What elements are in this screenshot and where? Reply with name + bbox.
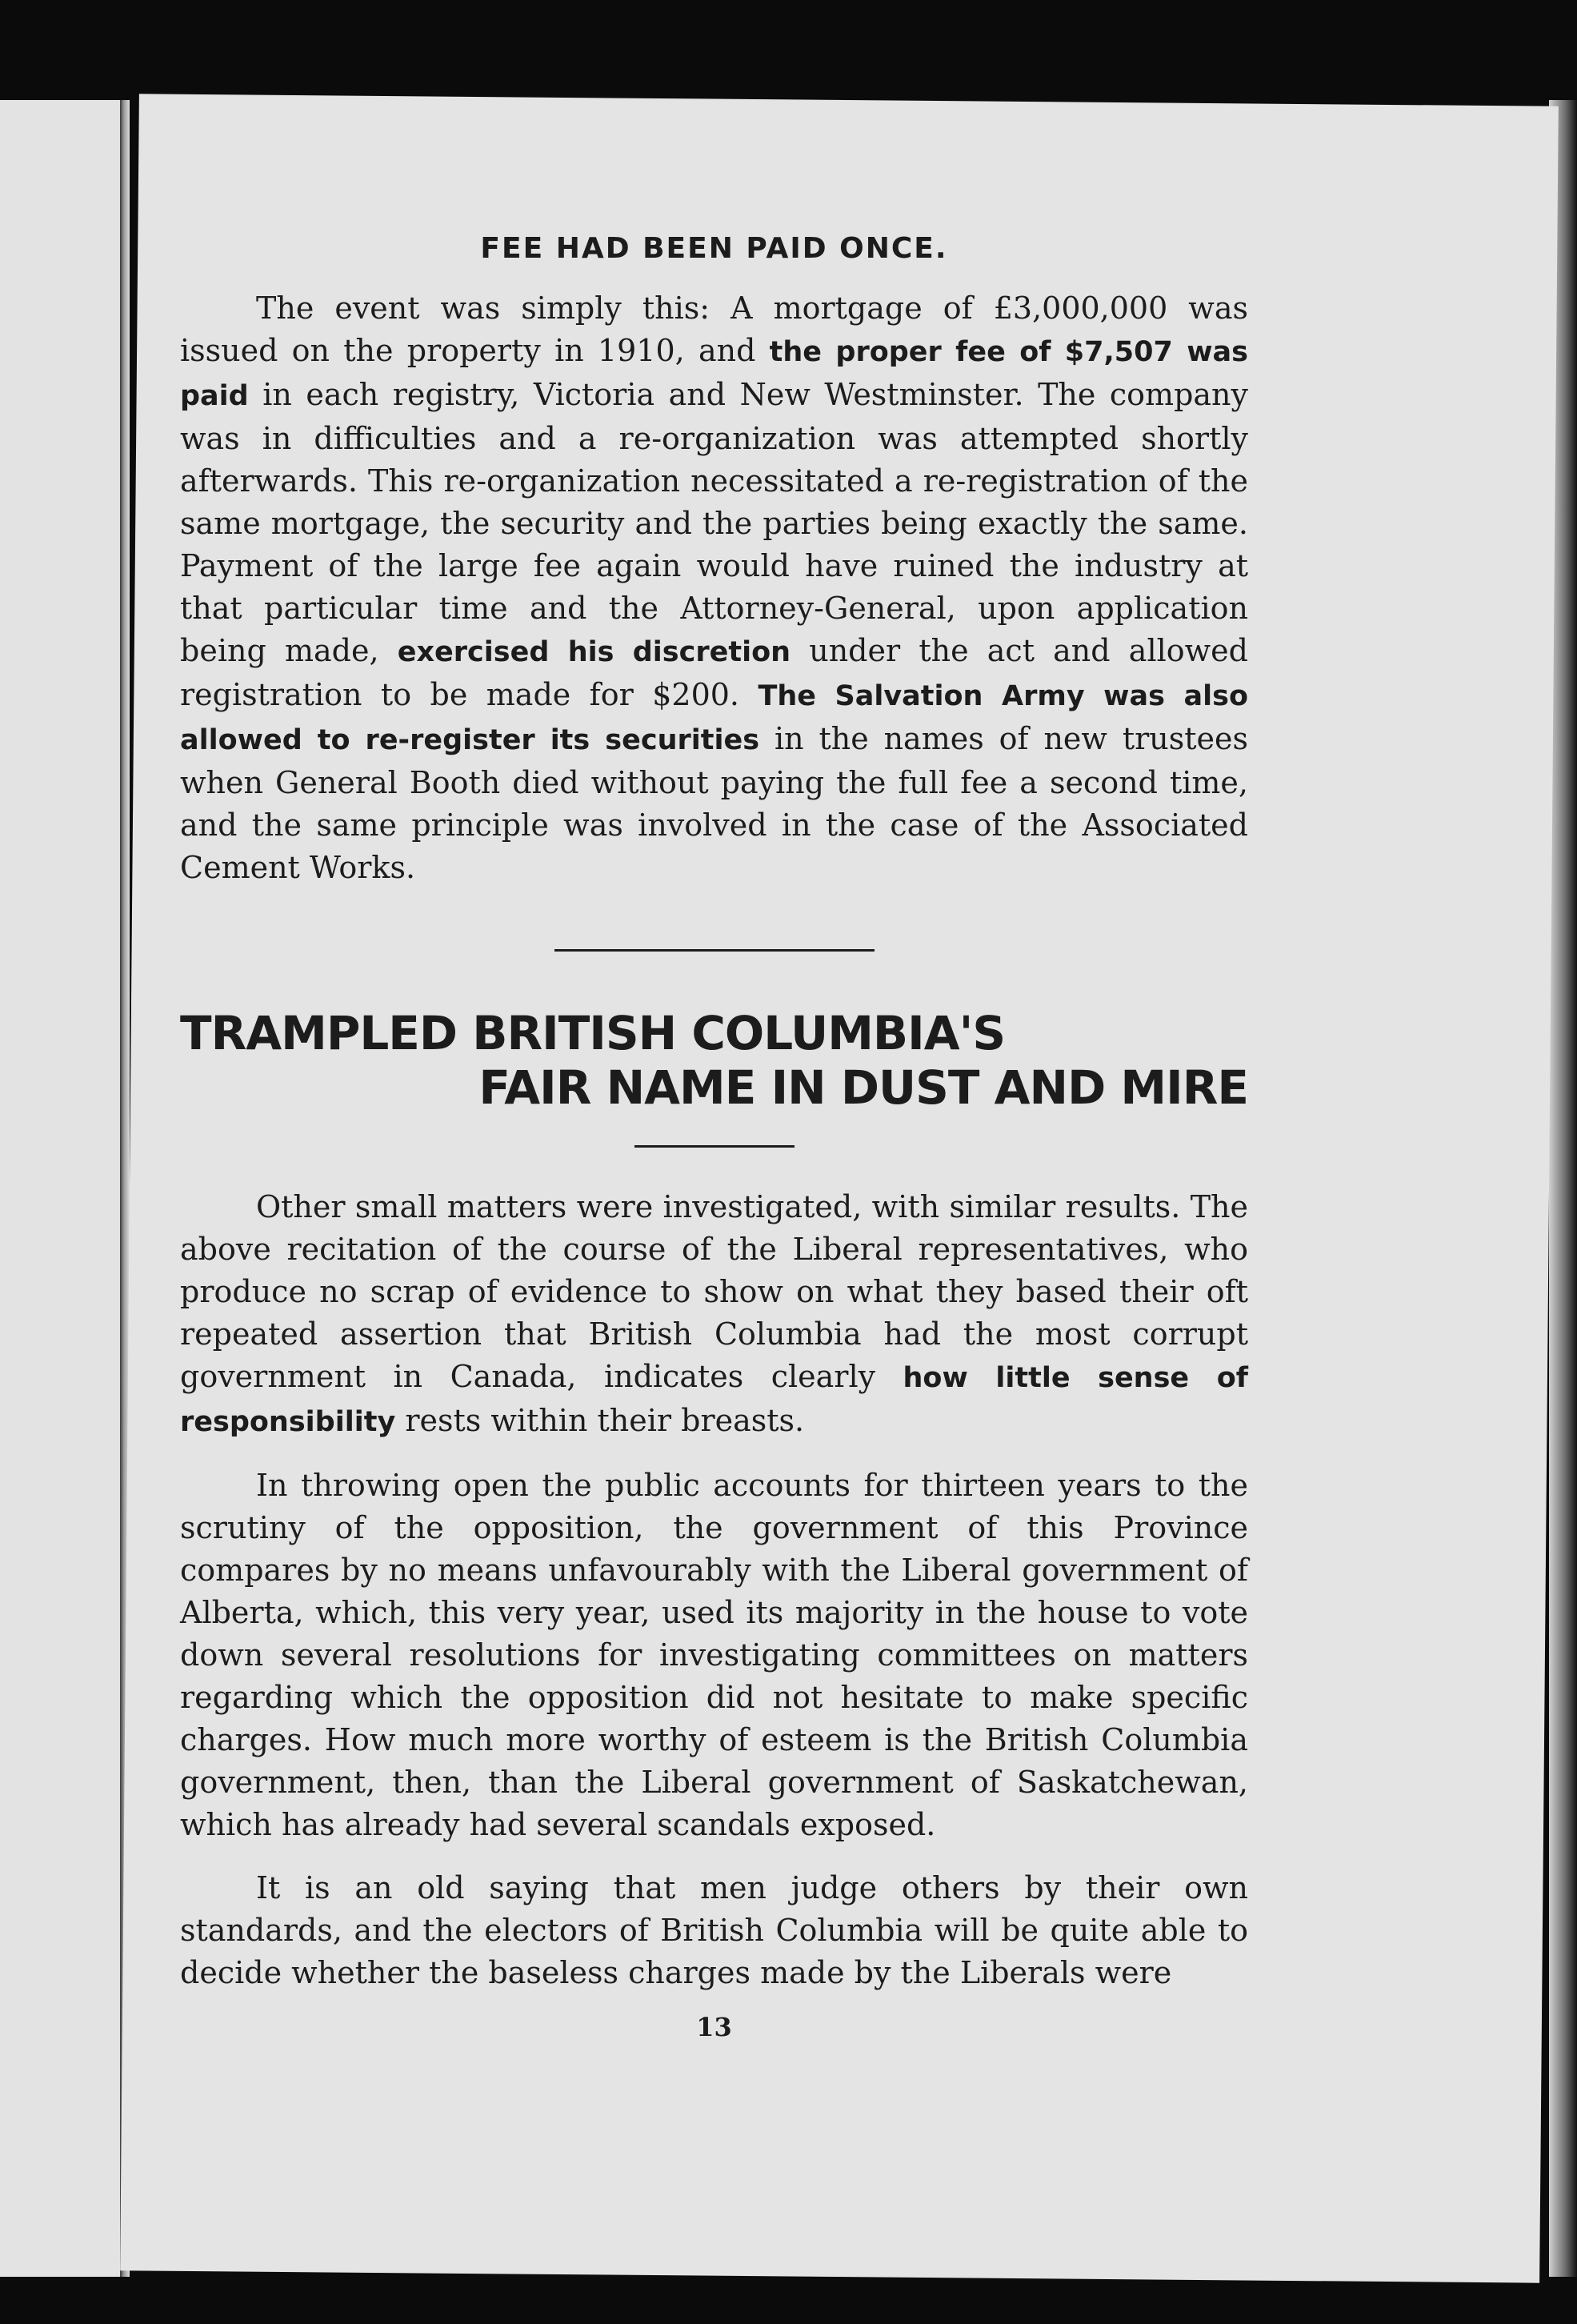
text-run: The event was simply this: A mortgage of £3,000,000 was issued on the property in 1910, and [180,290,1248,368]
text-run: in each registry, Victoria and New Westminster. The company was in difficulties and a re-organization was attempted shortly afterwards. This re-organization necessitated a re-registration of the same mortgage, the security and the parties being exactly the same. Payment of the large fee again would have ruined the industry at that particular time and the Attorney-General, upon application being made, [180,377,1248,668]
paragraph-other-matters [180,1186,1248,1444]
text-run: Other small matters were investigated, with similar results. The above recitation of the course of the Liberal representatives, who produce no scrap of evidence to show on what they based their oft repeated assertion that British Columbia had the most corrupt government in Canada, indicates clearly [180,1189,1248,1394]
bold-run: exercised his discretion [397,636,791,668]
page-number: 13 [696,2012,732,2042]
bold-run: how little sense of responsibility [180,1362,1248,1438]
article-title [180,1006,1248,1115]
paragraph-old-saying: It is an old saying that men judge others by their own standards, and the electors of British Columbia will be quite able to decide whether the baseless charges made by the Liberals were [180,1870,1248,1990]
title-line-2: FAIR NAME IN DUST AND MIRE [478,1060,1248,1115]
facing-page-edge [0,100,120,2277]
bold-run: the proper fee of $7,507 was paid [180,336,1248,412]
paragraph-fee [180,287,1248,889]
bold-run: The Salvation Army was also allowed to re-register its securities [180,680,1248,756]
section-divider [554,949,875,952]
text-run: rests within their breasts. [395,1403,805,1438]
section-heading: FEE HAD BEEN PAID ONCE. [480,232,948,265]
title-underline [634,1145,795,1148]
title-line-1: TRAMPLED BRITISH COLUMBIA'S [180,1006,1006,1060]
text-run: under the act and allowed registration to be made for $200. [180,633,1248,712]
text-run: in the names of new trustees when General Booth died without paying the full fee a second time, and the same principle was involved in the case of the Associated Cement Works. [180,721,1248,885]
page-content [180,232,1248,2042]
paragraph-public-accounts: In throwing open the public accounts for thirteen years to the scrutiny of the opposition, the government of this Province compares by no means unfavourably with the Liberal government of Alberta, which, this very year, used its majority in the house to vote down several resolutions for investigating committees on matters regarding which the opposition did not hesitate to make specific charges. How much more worthy of esteem is the British Columbia government, then, than the Liberal government of Saskatchewan, which has already had several scandals exposed. [180,1468,1248,1842]
